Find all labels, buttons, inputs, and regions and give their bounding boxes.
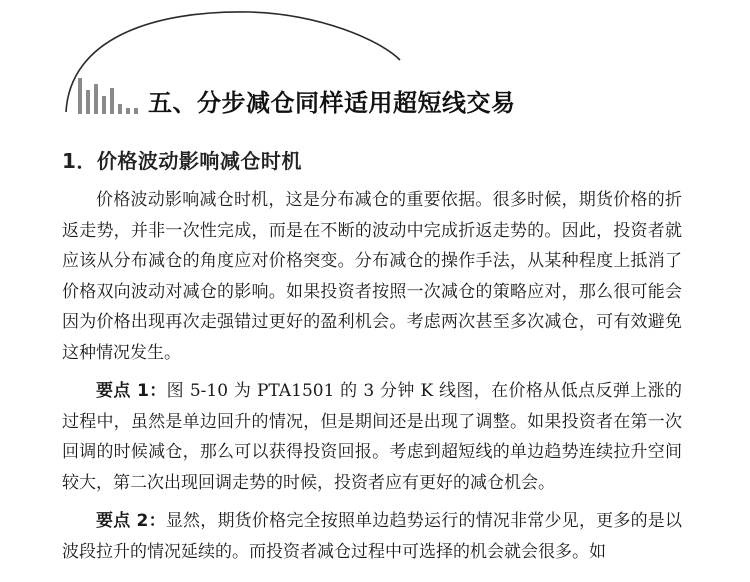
paragraph-2-text: 图 5-10 为 PTA1501 的 3 分钟 K 线图，在价格从低点反弹上涨的过程中，虽然是单边回升的情况，但是期间还是出现了调整。如果投资者在第一次回调的时候减仓，那么可以获得投资回报。考虑到超短线的单边趋势连续拉升空间较大，第二次出现回调走势的时候，投资者应有更好的减仓机会。 [62, 381, 682, 493]
subsection-heading: 1．价格波动影响减仓时机 [62, 149, 302, 173]
paragraph-3-text: 显然，期货价格完全按照单边趋势运行的情况非常少见，更多的是以波段拉升的情况延续的。而投资者减仓过程中可选择的机会就会很多。如 [62, 511, 683, 562]
paragraph-1: 价格波动影响减仓时机，这是分布减仓的重要依据。很多时候，期货价格的折返走势，并非一次性完成，而是在不断的波动中完成折返走势的。因此，投资者就应该从分布减仓的角度应对价格突变。分布减仓的操作手法，从某种程度上抵消了价格双向波动对减仓的影响。如果投资者按照一次减仓的策略应对，那么很可能会因为价格出现再次走强错过更好的盈利机会。考虑两次甚至多次减仓，可有效避免这种情况发生。 [62, 190, 682, 363]
paragraph-2 [62, 376, 682, 498]
paragraph-3 [62, 506, 682, 567]
section-heading: 五、分步减仓同样适用超短线交易 [148, 89, 516, 117]
body-text [62, 185, 682, 567]
key-point-label: 要点 1： [96, 381, 167, 401]
key-point-label: 要点 2： [96, 511, 166, 531]
bar-chart-icon [77, 74, 139, 114]
